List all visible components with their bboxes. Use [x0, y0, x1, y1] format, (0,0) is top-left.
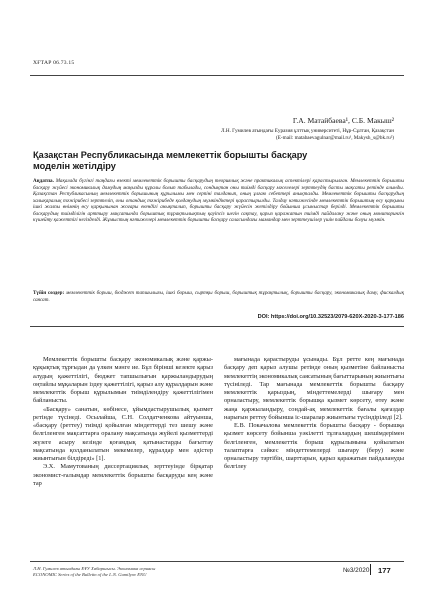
body-column-right [224, 356, 404, 472]
issue-number: №3/2020 [343, 567, 370, 574]
body-paragraph: Э.Х. Мамутованың диссертациялық зерттеуінде бірқатар экономист-ғалымдар мемлекеттік борышты басқаруды кең және тар [33, 463, 213, 487]
udc-code: ХҒТАР 06.73.15 [33, 60, 75, 66]
footer-divider [30, 561, 404, 562]
journal-name-kk: Л.Н. Гумилев атындағы ЕҰУ Хабаршысы. Экономика сериясы [33, 566, 156, 571]
body-paragraph: Е.В. Покачалова мемлекеттік борышты басқару - борышқа қызмет көрсету бойынша уәкілетті тұлғалардың шешімдерімен белгіленген, мемлекеттік борыш құрылымына қойылатын талаптарға сәйкес міндеттемелерді шығару (беру) және орналастыру тәртібін, шарттарын, қарыз қаражатын пайдалануды белгілеу [224, 422, 404, 471]
body-paragraph: «Басқару» санатын, көбінесе, ұйымдастырушылық қызмет ретінде түсінеді. Осылайша, С.Н. Солдатченкова айтуынша, «басқару (реттеу) тиімді қойылған міндеттерді тез шешу және белгіленген мақсаттарға оралану мақсатында жүйелі қызметтерді жүзеге асыру кезінде қоғамдық қатынастарды бағыттау мақсатында қолданылатын мекемелер, құралдар мен әдістер жиынтығын білдіреді» [1]. [33, 405, 213, 462]
doi-divider [30, 326, 404, 327]
journal-name [33, 566, 155, 577]
page-number: 177 [378, 566, 391, 575]
keywords-label: Түйін сөздер: [33, 290, 65, 296]
keywords [33, 290, 404, 303]
body-paragraph: Мемлекеттік борышты басқару экономикалық және қаржы-құқықтық тұрғыдан да үлкен мәнге ие. Бұл бірінші кезекте қарыз алудың қажеттілігі, бюджет тапшылығын қаржыландырудың оңтайлы мұқаларын іздеу қажеттілігі, қарыз алу құралдарын және мемлекеттік борыш құрылымын тиімділендіру қажеттілігімен байланысты. [33, 356, 213, 405]
affiliation-line-2: (E-mail: matabaevagulnar@mail.ru¹, Makysh_s@bk.ru²) [276, 134, 394, 141]
affiliation [94, 128, 394, 141]
abstract [33, 178, 404, 224]
abstract-label: Аңдатпа. [33, 178, 54, 184]
keywords-text: мемлекеттік борыш, бюджет тапшылығы, ішкі борыш, сыртқы борыш, борыштық тұрақтылық, борышты басқару, экономикалық даму, фискалдық саясат. [33, 290, 404, 303]
footer-separator [370, 564, 371, 575]
journal-name-en: ECONOMIC Series of the Bulletin of the L.N. Gumilyov ENU [33, 571, 147, 577]
body-paragraph: мағынада қарастыруды ұсынады. Бұл ретте кең мағынада басқару деп қарыз алушы ретінде оның қызметіне байланысты мемлекеттің экономикалық саясатының бағыттарының жиынтығы түсініледі. Тар мағынада мемлекеттік борышты басқару мемлекеттік қарыздың, міндеттемелерді шығару мен орналастыру, мемлекеттік борышқа қызмет көрсету, өтеу және жаңа қаржыландыру, сондай-ақ мемлекеттік бағалы қағаздар нарығын реттеу бойынша іс-шаралар жиынтығы түсіндіріледі [2]. [224, 356, 404, 421]
article-title: Қазақстан Республикасында мемлекеттік борышты басқару моделін жетілдіру [33, 150, 308, 171]
authors: Г.А. Матайбаева¹, С.Б. Макыш² [292, 116, 394, 125]
header-divider [30, 75, 404, 76]
abstract-text: Мақалада бүгінгі таңдағы өзекті мемлекеттік борышты басқарудың теориялық және практикалық аспектілері қарастырылған. Мемлекеттік борышты басқару жүйесі экономикалық дамудың маңызды құралы болып табылады, сондықтан оны тиімді басқару мәселелері зерттеудің басты мақсаты ретінде алынды. Қазақстан Республикасының мемлекеттік борышының құрылымы мен серпіні талданып, оның ұлғаю себептері анықталды. Мемлекеттік борышты басқарудың халықаралық тәжірибесі зерттеліп, оны отандық тәжірибеде қолданудың мүмкіндіктері қарастырылды. Талдау нәтижесінде мемлекеттік борыштың өсу қарқыны ішкі жалпы өнімнің өсу қарқынынан жоғары екендігі анықталып, борышты басқару жүйесін жетілдіру бойынша ұсыныстар берілді. Мемлекеттік борышты басқарудың тиімділігін арттыру мақсатында борыштық тұрақтылықтың қауіпсіз шегін сақтау, қарыз қаражатын тиімді пайдалану және оның мониторингін күшейту қажеттігі негізделді. Жұмыстың нәтижелері мемлекеттік борышты басқару саласындағы мамандар мен зерттеушілер үшін пайдалы болуы мүмкін. [33, 178, 404, 224]
doi-link[interactable]: DOI: https://doi.org/10.32523/2079-620X-2020-3-177-186 [257, 314, 404, 320]
body-column-left [33, 356, 213, 488]
affiliation-line-1: Л.Н. Гумилев атындағы Еуразия ұлттық университеті, Нұр-Сұлтан, Қазақстан [221, 128, 394, 134]
